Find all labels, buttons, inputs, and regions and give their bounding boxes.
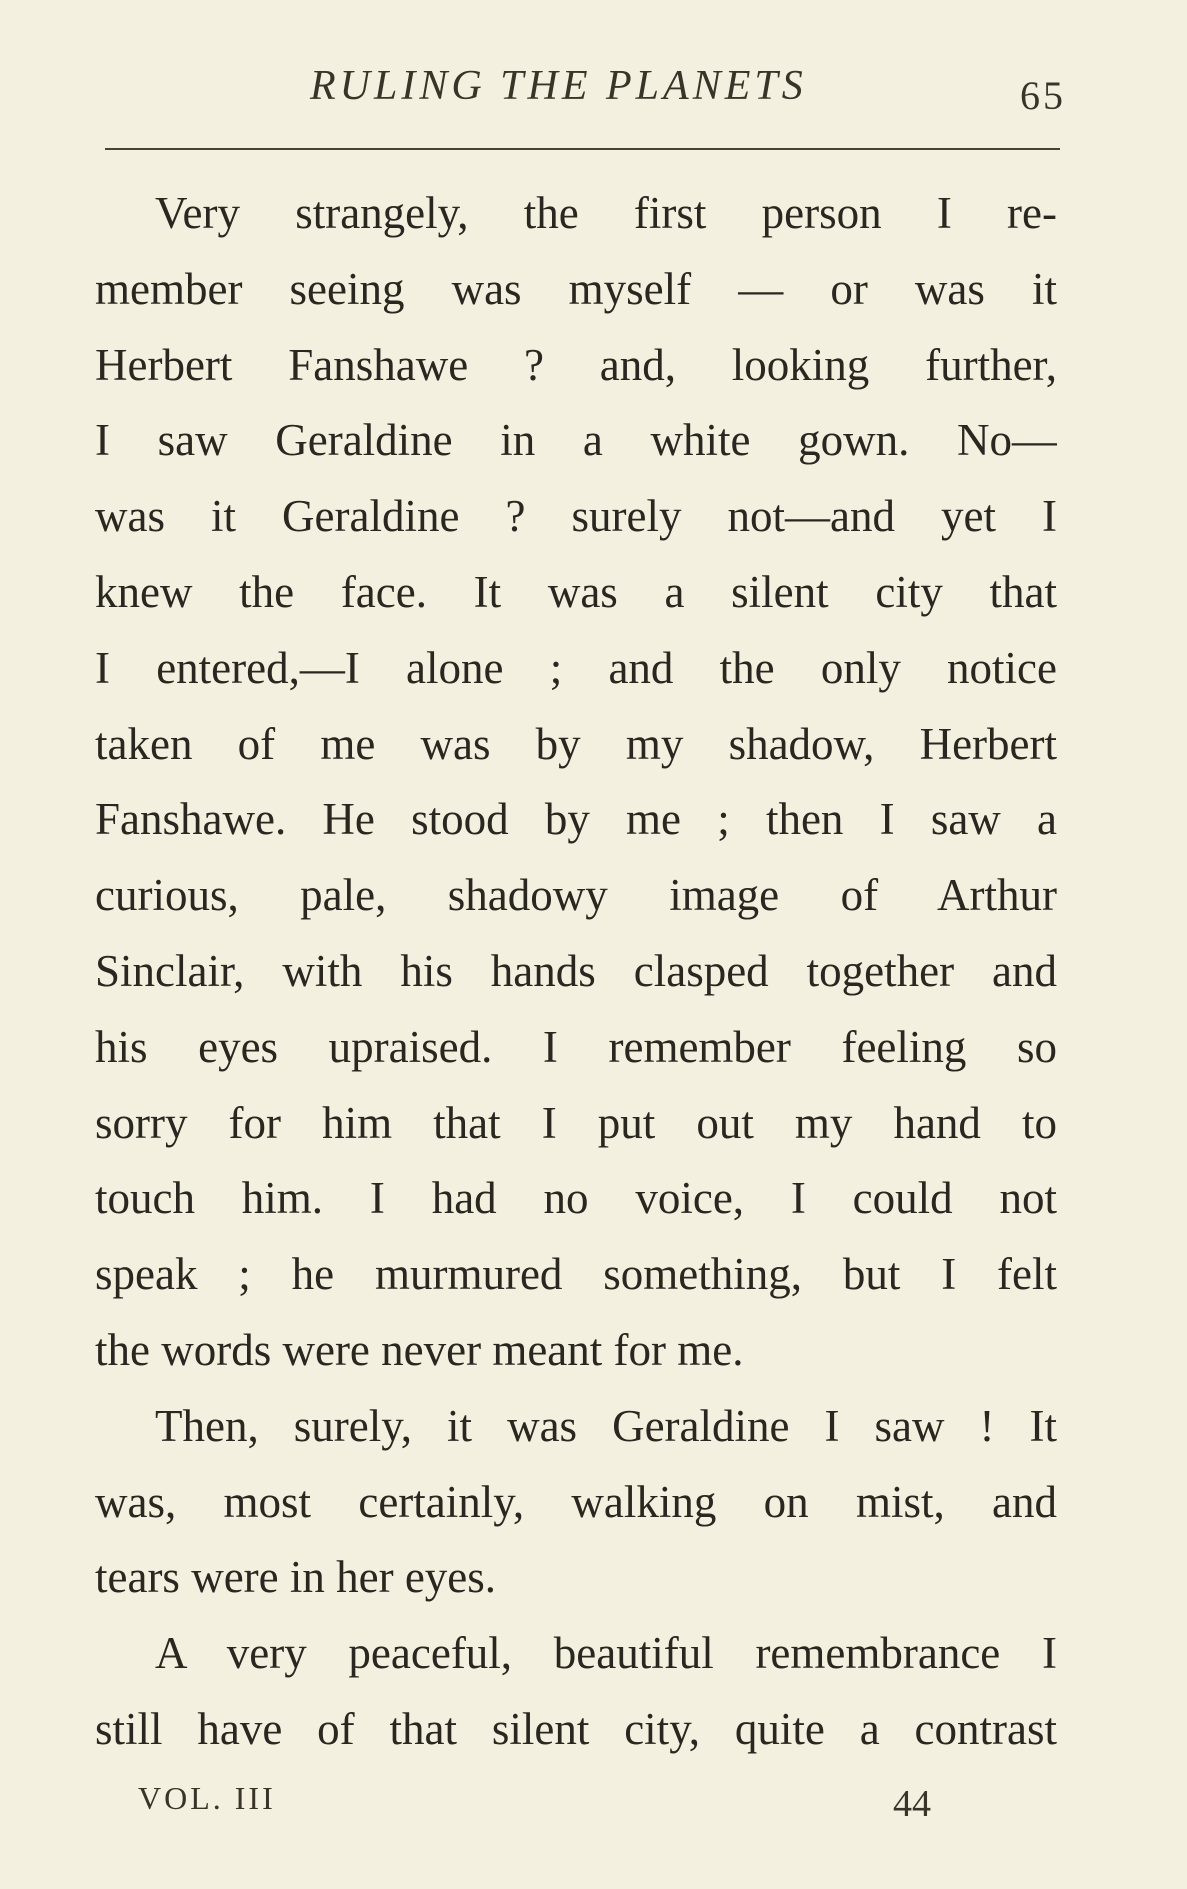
header-rule (105, 148, 1060, 150)
text-line: tears were in her eyes. (95, 1552, 497, 1603)
text-line: Then, surely, it was Geraldine I saw ! It (155, 1400, 1057, 1451)
page-number: 65 (1020, 73, 1066, 118)
text-line: taken of me was by my shadow, Herbert (95, 718, 1057, 769)
paragraph-2 (95, 1389, 1057, 1616)
text-line: sorry for him that I put out my hand to (95, 1097, 1057, 1148)
signature-number: 44 (893, 1783, 931, 1825)
text-line: Sinclair, with his hands clasped together and (95, 945, 1057, 996)
text-line: member seeing was myself — or was it (95, 263, 1057, 314)
text-line: speak ; he murmured something, but I felt (95, 1249, 1057, 1300)
signature-mark: VOL. III (138, 1780, 276, 1816)
body-text (95, 176, 1057, 1768)
text-line: A very peaceful, beautiful remembrance I (155, 1628, 1057, 1679)
paragraph-1 (95, 176, 1057, 1389)
text-line: Herbert Fanshawe ? and, looking further, (95, 339, 1057, 390)
text-line: curious, pale, shadowy image of Arthur (95, 870, 1057, 921)
text-line: was it Geraldine ? surely not—and yet I (95, 491, 1057, 542)
text-line: touch him. I had no voice, I could not (95, 1173, 1057, 1224)
text-line: his eyes upraised. I remember feeling so (95, 1021, 1057, 1072)
text-line: still have of that silent city, quite a contrast (95, 1703, 1057, 1754)
text-line: I saw Geraldine in a white gown. No— (95, 415, 1057, 466)
text-line: knew the face. It was a silent city that (95, 566, 1057, 617)
text-line: Fanshawe. He stood by me ; then I saw a (95, 794, 1057, 845)
text-line: was, most certainly, walking on mist, and (95, 1476, 1057, 1527)
text-line: Very strangely, the first person I re- (155, 188, 1057, 238)
running-head-title: RULING THE PLANETS (310, 63, 807, 109)
paragraph-3 (95, 1616, 1057, 1768)
text-line: I entered,—I alone ; and the only notice (95, 642, 1057, 693)
text-line: the words were never meant for me. (95, 1324, 744, 1375)
